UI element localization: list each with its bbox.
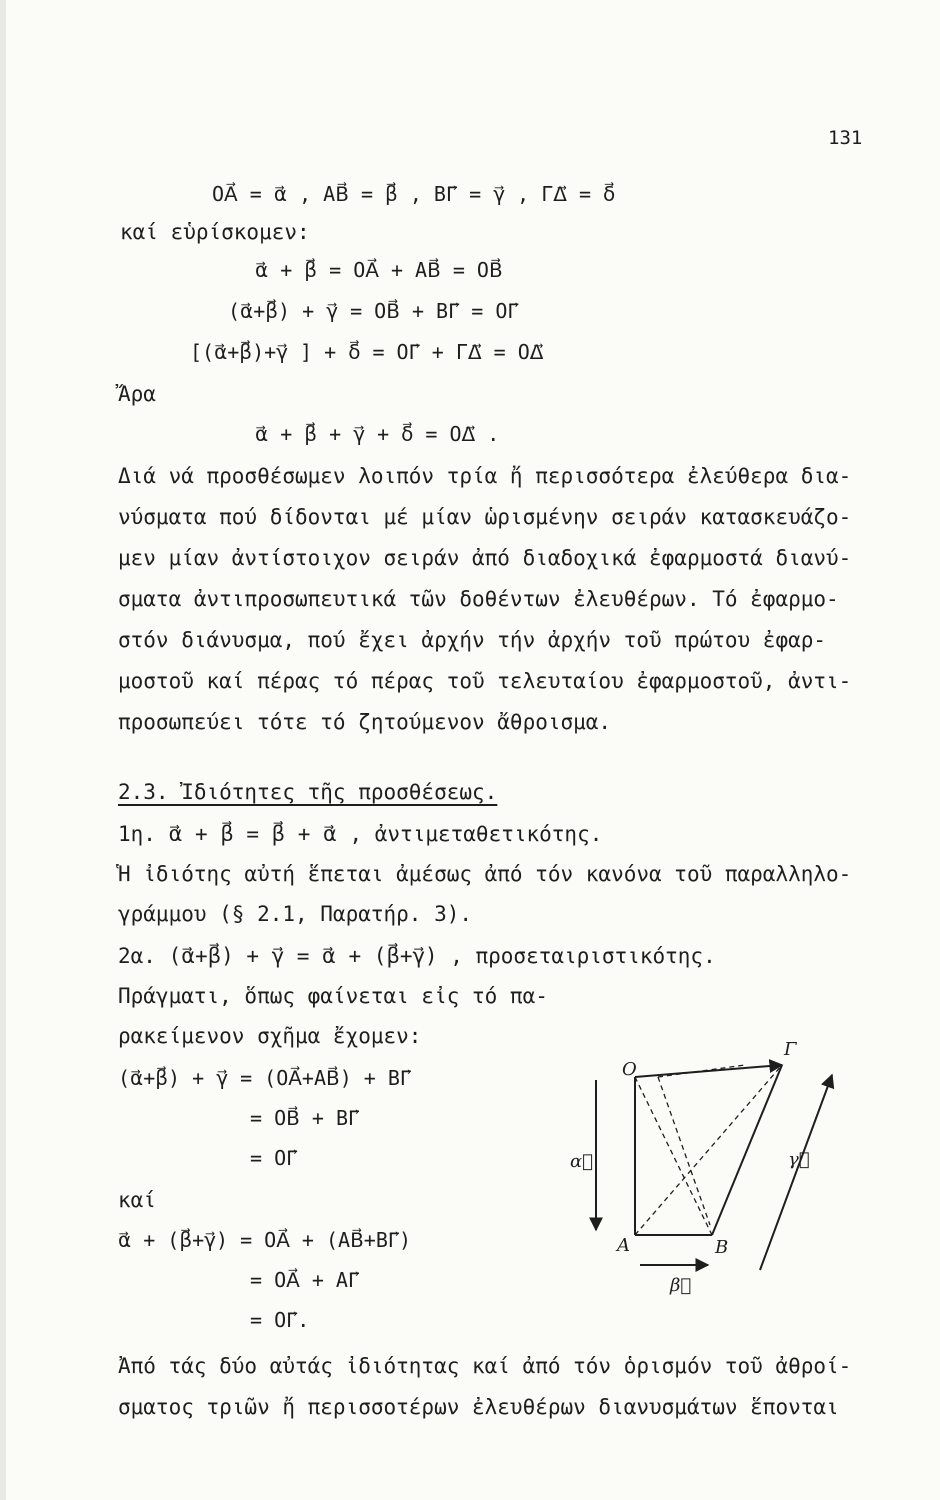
- derivation-b-line: α⃗ + (β⃗+γ⃗) = OA⃗ + (AB⃗+BΓ⃗): [118, 1228, 412, 1252]
- dashed-guide: [658, 1077, 710, 1225]
- kai-word: καί: [118, 1188, 156, 1212]
- derivation-b-line: = OA⃗ + AΓ⃗: [250, 1268, 360, 1292]
- paragraph-line: μεν μίαν ἀντίστοιχον σειράν ἀπό διαδοχικά ἐφαρμοστά διανύ-: [118, 546, 852, 570]
- equation-2: (α⃗+β⃗) + γ⃗ = OB⃗ + BΓ⃗ = OΓ⃗: [228, 299, 519, 323]
- label-alpha: α⃗: [570, 1151, 593, 1172]
- label-gamma: γ⃗: [788, 1149, 810, 1170]
- equation-3: [(α⃗+β⃗)+γ⃗ ] + δ⃗ = OΓ⃗ + ΓΔ⃗ = OΔ⃗: [190, 340, 544, 364]
- paragraph-line: νύσματα πού δίδονται μέ μίαν ὡρισμένην σειράν κατασκευάζο-: [118, 505, 852, 529]
- free-vector-gamma: [760, 1075, 832, 1270]
- equation-1: α⃗ + β⃗ = OA⃗ + AB⃗ = OB⃗: [255, 258, 503, 282]
- paragraph-line: στόν διάνυσμα, πού ἔχει ἀρχήν τήν ἀρχήν τοῦ πρώτου ἐφαρ-: [118, 628, 827, 652]
- vector-definitions: OA⃗ = α⃗ , AB⃗ = β⃗ , ΒΓ⃗ = γ⃗ , ΓΔ⃗ = δ⃗: [212, 182, 616, 206]
- vector-parallelogram-figure: [560, 1039, 860, 1305]
- closing-line: Ἀπό τάς δύο αὐτάς ἰδιότητας καί ἀπό τόν ὁρισμόν τοῦ ἀθροί-: [118, 1354, 852, 1378]
- diagonal-OB: [635, 1077, 712, 1235]
- paragraph-line: σματα ἀντιπροσωπευτικά τῶν δοθέντων ἐλευθέρων. Τό ἐφαρμο-: [118, 587, 839, 611]
- property-1-text: γράμμου (§ 2.1, Παρατήρ. 3).: [118, 902, 473, 926]
- segment-BG: [712, 1065, 782, 1235]
- paragraph-line: προσωπεύει τότε τό ζητούμενον ἄθροισμα.: [118, 710, 612, 734]
- property-2-text: Πράγματι, ὅπως φαίνεται εἰς τό πα-: [118, 984, 548, 1008]
- property-1-text: Ἡ ἰδιότης αὐτή ἕπεται ἀμέσως ἀπό τόν κανόνα τοῦ παραλληλο-: [118, 862, 852, 886]
- label-B: B: [715, 1237, 729, 1258]
- closing-line: σματος τριῶν ἤ περισσοτέρων ἐλευθέρων διανυσμάτων ἕπονται: [118, 1395, 839, 1419]
- segment-OG: [635, 1065, 782, 1077]
- ara-word: Ἄρα: [118, 382, 156, 406]
- equation-4: α⃗ + β⃗ + γ⃗ + δ⃗ = OΔ⃗ .: [255, 422, 500, 446]
- paragraph-line: μοστοῦ καί πέρας τό πέρας τοῦ τελευταίου ἐφαρμοστοῦ, ἀντι-: [118, 669, 852, 693]
- label-beta: β⃗: [670, 1275, 692, 1296]
- property-1: 1η. α⃗ + β⃗ = β⃗ + α⃗ , ἀντιμεταθετικότης.: [118, 822, 603, 846]
- intro-text: καί εὑρίσκομεν:: [120, 220, 310, 244]
- paragraph-line: Διά νά προσθέσωμεν λοιπόν τρία ἤ περισσότερα ἐλεύθερα δια-: [118, 464, 852, 488]
- diagonal-AG: [635, 1065, 782, 1235]
- derivation-a-line: = OB⃗ + BΓ⃗: [250, 1106, 360, 1130]
- page-number: 131: [828, 127, 863, 149]
- page-edge-shadow: [0, 0, 6, 1500]
- property-2: 2α. (α⃗+β⃗) + γ⃗ = α⃗ + (β⃗+γ⃗) , προσεταιριστικότης.: [118, 944, 716, 968]
- derivation-a-line: (α⃗+β⃗) + γ⃗ = (OA⃗+AB⃗) + BΓ⃗: [118, 1066, 412, 1090]
- derivation-a-line: = OΓ⃗: [250, 1146, 298, 1170]
- property-2-text: ρακείμενον σχῆμα ἔχομεν:: [118, 1024, 422, 1048]
- derivation-b-line: = OΓ⃗.: [250, 1308, 310, 1332]
- label-O: O: [622, 1059, 637, 1080]
- label-A: A: [617, 1235, 630, 1256]
- section-heading: 2.3. Ἰδιότητες τῆς προσθέσεως.: [118, 780, 498, 804]
- label-G: Γ: [784, 1039, 797, 1060]
